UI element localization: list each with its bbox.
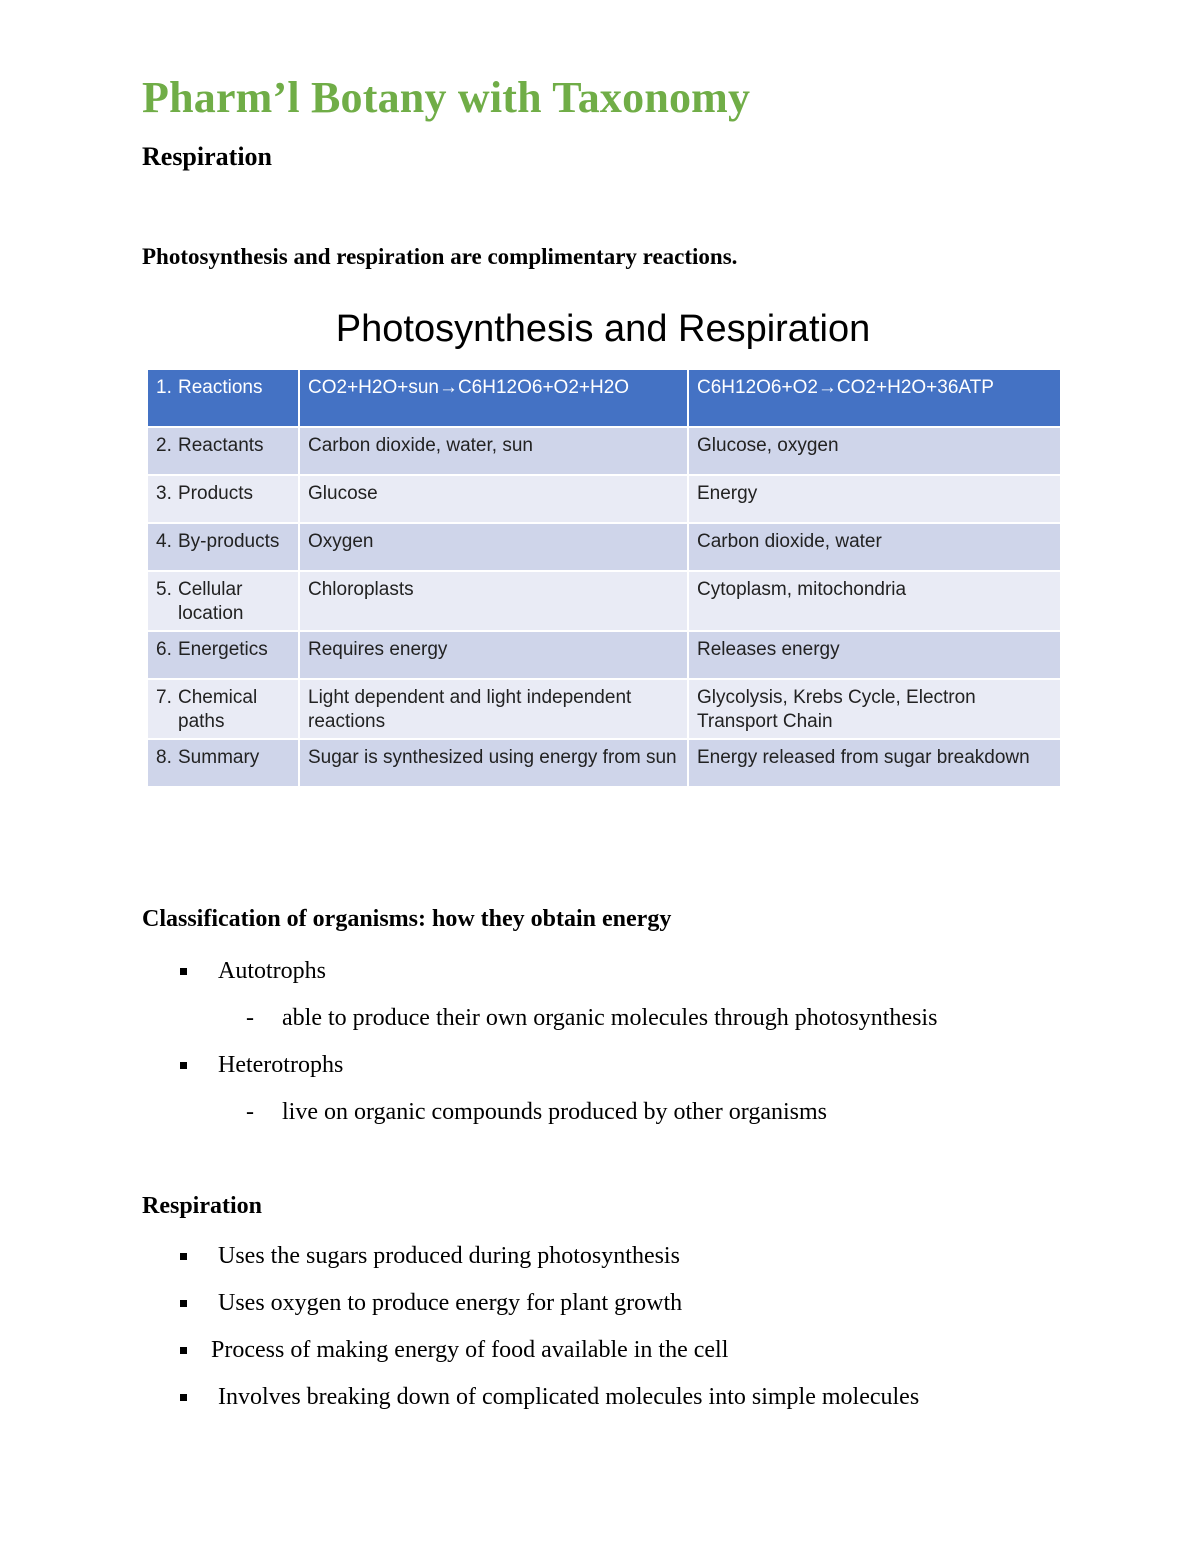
classification-term: Autotrophs [218, 958, 326, 984]
row-number: 3. [156, 483, 172, 504]
row-number: 7. [156, 687, 172, 708]
row-label-cell [147, 475, 299, 523]
row-label-cell [147, 571, 299, 631]
square-bullet-icon [180, 1300, 187, 1307]
row-label: Chemical paths [178, 687, 258, 732]
photosynthesis-cell: Light dependent and light independent reactions [299, 679, 688, 739]
row-label-cell [147, 523, 299, 571]
intro-text: Photosynthesis and respiration are complimentary reactions. [142, 244, 738, 269]
respiration-cell: Energy released from sugar breakdown [688, 739, 1061, 787]
table-row [147, 631, 1061, 679]
photosynthesis-cell: Oxygen [299, 523, 688, 571]
page-title: Pharm’l Botany with Taxonomy [142, 73, 751, 122]
row-label: Reactions [178, 377, 263, 398]
photosynthesis-cell: Glucose [299, 475, 688, 523]
photosynthesis-cell: Chloroplasts [299, 571, 688, 631]
row-label-cell [147, 369, 299, 427]
classification-detail: able to produce their own organic molecules through photosynthesis [282, 1005, 938, 1031]
row-number: 4. [156, 531, 172, 552]
row-number: 8. [156, 747, 172, 768]
table-row [147, 679, 1061, 739]
classification-heading: Classification of organisms: how they obtain energy [142, 906, 672, 932]
comparison-table [146, 368, 1062, 788]
section-subtitle: Respiration [142, 142, 272, 171]
row-number: 5. [156, 579, 172, 600]
square-bullet-icon [180, 1394, 187, 1401]
row-label: By-products [178, 531, 280, 552]
respiration-cell: Carbon dioxide, water [688, 523, 1061, 571]
row-label: Energetics [178, 639, 268, 660]
respiration-cell: Glucose, oxygen [688, 427, 1061, 475]
dash-bullet-icon: - [246, 1005, 254, 1031]
respiration-bullet: Process of making energy of food available in the cell [211, 1337, 729, 1363]
table-row [147, 427, 1061, 475]
respiration-bullet: Uses the sugars produced during photosynthesis [218, 1243, 680, 1269]
table-row [147, 739, 1061, 787]
respiration-cell: Energy [688, 475, 1061, 523]
square-bullet-icon [180, 1253, 187, 1260]
photosynthesis-cell: Carbon dioxide, water, sun [299, 427, 688, 475]
respiration-bullet: Involves breaking down of complicated molecules into simple molecules [218, 1384, 920, 1410]
classification-detail: live on organic compounds produced by other organisms [282, 1099, 828, 1125]
row-label: Summary [178, 747, 260, 768]
respiration-cell: Releases energy [688, 631, 1061, 679]
table-row [147, 523, 1061, 571]
photosynthesis-cell: Requires energy [299, 631, 688, 679]
row-label-cell [147, 631, 299, 679]
row-number: 6. [156, 639, 172, 660]
slide-title: Photosynthesis and Respiration [335, 308, 871, 350]
photosynthesis-cell: CO2+H2O+sun→C6H12O6+O2+H2O [299, 369, 688, 427]
row-label: Cellular location [178, 579, 244, 624]
row-label-cell [147, 739, 299, 787]
row-number: 1. [156, 377, 172, 398]
row-label-cell [147, 679, 299, 739]
row-label-cell [147, 427, 299, 475]
respiration-heading: Respiration [142, 1193, 262, 1219]
square-bullet-icon [180, 1062, 187, 1069]
dash-bullet-icon: - [246, 1099, 254, 1125]
photosynthesis-cell: Sugar is synthesized using energy from sun [299, 739, 688, 787]
row-label: Reactants [178, 435, 264, 456]
respiration-cell: Glycolysis, Krebs Cycle, Electron Transport Chain [688, 679, 1061, 739]
row-number: 2. [156, 435, 172, 456]
table-row [147, 369, 1061, 427]
respiration-bullet: Uses oxygen to produce energy for plant growth [218, 1290, 683, 1316]
classification-term: Heterotrophs [218, 1052, 344, 1078]
table-row [147, 571, 1061, 631]
square-bullet-icon [180, 968, 187, 975]
respiration-cell: C6H12O6+O2→CO2+H2O+36ATP [688, 369, 1061, 427]
row-label: Products [178, 483, 253, 504]
table-row [147, 475, 1061, 523]
respiration-cell: Cytoplasm, mitochondria [688, 571, 1061, 631]
square-bullet-icon [180, 1347, 187, 1354]
